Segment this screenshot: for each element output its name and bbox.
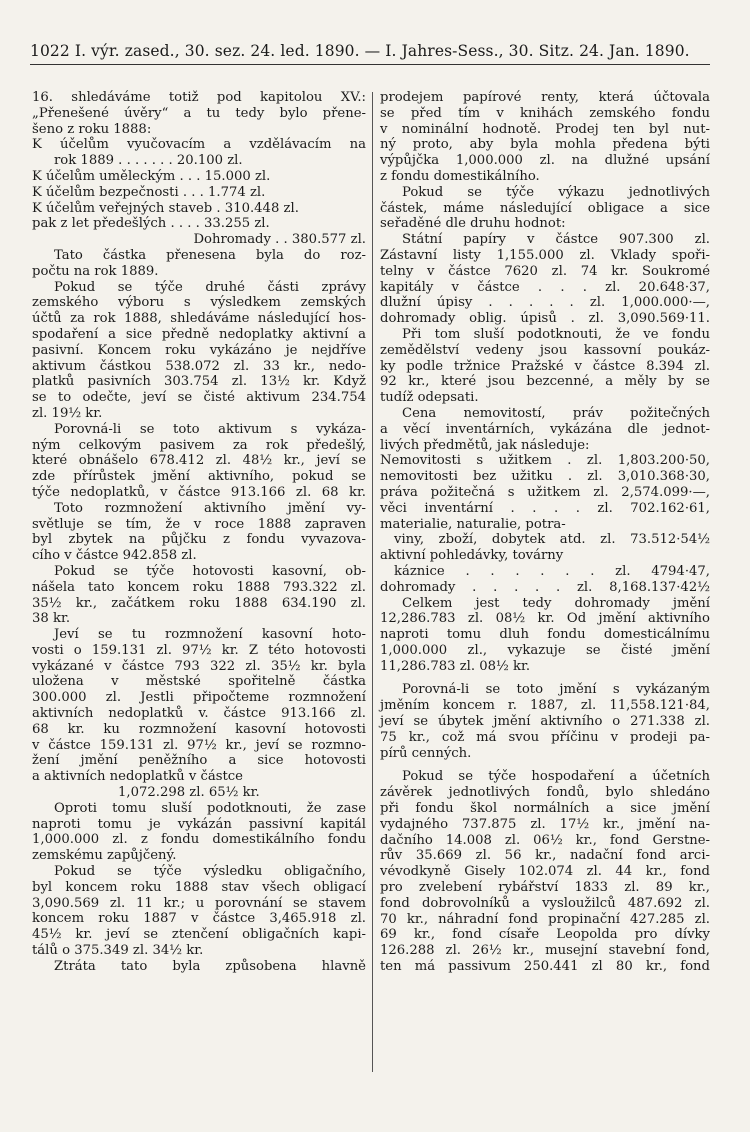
text-line: 12,286.783 zl. 08½ kr. Od jmění aktivního	[380, 611, 710, 627]
text-line: koncem roku 1887 v částce 3,465.918 zl.	[32, 911, 366, 927]
text-line: zemskému zapůjčený.	[32, 848, 177, 864]
text-line: 92 kr., které jsou bezcenné, a měly by se	[380, 374, 710, 390]
text-line: 3,090.569 zl. 11 kr.; u porovnání se stavem	[32, 895, 366, 911]
text-line: 300.000 zl. Jestli připočteme rozmnožení	[32, 690, 366, 706]
text-line: spodaření a sice předně nedoplatky aktivní a	[32, 326, 366, 342]
text-line: 1,000.000 zl., vykazuje se čisté jmění	[380, 642, 710, 658]
text-line: Porovná-li se toto jmění s vykázaným	[402, 682, 710, 698]
text-line: K účelům veřejných staveb . 310.448 zl.	[32, 200, 299, 216]
text-line: aktivum částkou 538.072 zl. 33 kr., nedo-	[32, 358, 366, 374]
text-line: se před tím v knihách zemského fondu	[380, 105, 710, 121]
text-line: naproti tomu dluh fondu domesticálnímu	[380, 627, 710, 643]
column-divider	[372, 92, 373, 1072]
right-column	[380, 90, 710, 975]
text-line: aktivních nedoplatků v. částce 913.166 zl.	[32, 706, 366, 722]
text-line: zemského výboru s výsledkem zemských	[32, 295, 366, 311]
text-line: a věcí inventárních, vykázána dle jednot-	[380, 421, 710, 437]
text-line: ným celkovým pasivem za rok předešlý,	[32, 437, 366, 453]
text-line: Oproti tomu sluší podotknouti, že zase	[54, 800, 366, 816]
text-line: zde přírůstek jmění aktivního, pokud se	[32, 469, 366, 485]
text-line: částek, máme následující obligace a sice	[380, 200, 710, 216]
text-line: nášela tato koncem roku 1888 793.322 zl.	[32, 579, 366, 595]
text-line: 68 kr. ku rozmnožení kasovní hotovosti	[32, 721, 366, 737]
text-line: Celkem jest tedy dohromady jmění	[402, 595, 710, 611]
text-line: které obnášelo 678.412 zl. 48½ kr., jeví se	[32, 453, 366, 469]
text-line	[380, 761, 710, 769]
text-line: Jeví se tu rozmnožení kasovní hoto-	[54, 627, 366, 643]
text-line: 16. shledáváme totiž pod kapitolou XV.:	[32, 90, 366, 105]
text-line: vykázané v částce 793 322 zl. 35½ kr. byla	[32, 658, 366, 674]
text-line: telny v částce 7620 zl. 74 kr. Soukromé	[380, 263, 710, 279]
running-head: 1022 I. výr. zased., 30. sez. 24. led. 1890. — I. Jahres-Sess., 30. Sitz. 24. Jan. 1890.	[30, 42, 690, 60]
text-line: zl. 19½ kr.	[32, 405, 103, 421]
text-line: káznice . . . . . . zl. 4794·47,	[394, 563, 710, 579]
text-line: rův 35.669 zl. 56 kr., nadační fond arci-	[380, 848, 710, 864]
text-line	[380, 674, 710, 682]
text-line: cího v částce 942.858 zl.	[32, 548, 197, 564]
text-line: 126.288 zl. 26½ kr., musejní stavební fond,	[380, 943, 710, 959]
text-line: Toto rozmnožení aktivního jmění vy-	[54, 500, 366, 516]
text-line: naproti tomu je vykázán passivní kapitál	[32, 816, 366, 832]
text-line: 1,000.000 zl. z fondu domestikálního fondu	[32, 832, 366, 848]
text-line: ky podle tržnice Pražské v částce 8.394 zl.	[380, 358, 710, 374]
text-line: věci inventární . . . . zl. 702.162·61,	[380, 500, 710, 516]
text-line: livých předmětů, jak následuje:	[380, 437, 590, 453]
text-line: platků pasivních 303.754 zl. 13½ kr. Když	[32, 374, 366, 390]
text-line: týče nedoplatků, v částce 913.166 zl. 68 kr.	[32, 484, 366, 500]
text-line: uložena v městské spořitelně částka	[32, 674, 366, 690]
text-line: 69 kr., fond císaře Leopolda pro dívky	[380, 927, 710, 943]
text-line: výpůjčka 1,000.000 zl. na dlužné upsání	[380, 153, 710, 169]
page-header	[30, 42, 710, 65]
text-line: jměním koncem r. 1887, zl. 11,558.121·84,	[380, 698, 710, 714]
text-line: tálů o 375.349 zl. 34½ kr.	[32, 943, 204, 959]
text-line: 1,072.298 zl. 65½ kr.	[118, 785, 260, 801]
text-line: Tato částka přenesena byla do roz-	[54, 247, 366, 263]
text-line: ný proto, aby byla mohla předena býti	[380, 137, 710, 153]
text-line: K účelům uměleckým . . . 15.000 zl.	[32, 168, 271, 184]
text-line: Při tom sluší podotknouti, že ve fondu	[402, 326, 710, 342]
text-line: seřaděné dle druhu hodnot:	[380, 216, 566, 232]
text-line: dohromady . . . . . zl. 8,168.137·42½	[380, 579, 710, 595]
text-line: „Přenešené úvěry“ a tu tedy bylo přene-	[32, 105, 366, 121]
text-line: vydajného 737.875 zl. 17½ kr., jmění na-	[380, 816, 710, 832]
text-line: 70 kr., náhradní fond propinační 427.285 zl.	[380, 911, 710, 927]
text-line: světluje se tím, že v roce 1888 zapraven	[32, 516, 366, 532]
text-line: pasivní. Koncem roku vykázáno je nejdříve	[32, 342, 366, 358]
text-line: závěrek jednotlivých fondů, bylo shledáno	[380, 785, 710, 801]
text-line: zemědělství vedeny jsou kassovní poukáz-	[380, 342, 710, 358]
text-line: a aktivních nedoplatků v částce	[32, 769, 243, 785]
text-line: 75 kr., což má svou příčinu v prodeji pa-	[380, 729, 710, 745]
text-line: materialie, naturalie, potra-	[380, 516, 566, 532]
text-line: pro zvelebení rybářství 1833 zl. 89 kr.,	[380, 880, 710, 896]
text-line: Ztráta tato byla způsobena hlavně	[54, 958, 366, 974]
text-line: Nemovitosti s užitkem . zl. 1,803.200·50,	[380, 453, 710, 469]
text-line: nemovitosti bez užitku . zl. 3,010.368·30,	[380, 469, 710, 485]
text-line: K účelům bezpečnosti . . . 1.774 zl.	[32, 184, 266, 200]
text-line: rok 1889 . . . . . . . 20.100 zl.	[54, 153, 243, 169]
text-line: aktivní pohledávky, továrny	[380, 548, 564, 564]
text-line: z fondu domestikálního.	[380, 168, 540, 184]
text-line: Pokud se týče výkazu jednotlivých	[402, 184, 710, 200]
text-line: viny, zboží, dobytek atd. zl. 73.512·54½	[394, 532, 710, 548]
left-column	[32, 90, 366, 975]
text-line: účtů za rok 1888, shledáváme následující hos-	[32, 311, 366, 327]
text-line: vévodkyně Gisely 102.074 zl. 44 kr., fond	[380, 864, 710, 880]
text-line: Cena nemovitostí, práv požitečných	[402, 405, 710, 421]
text-line: prodejem papírové renty, která účtovala	[380, 90, 710, 105]
text-line: Státní papíry v částce 907.300 zl.	[402, 232, 710, 248]
text-line: pírů cenných.	[380, 745, 472, 761]
text-line: v nominální hodnotě. Prodej ten byl nut-	[380, 121, 710, 137]
text-line: tudíž odepsati.	[380, 390, 479, 406]
text-line: K účelům vyučovacím a vzdělávacím na	[32, 137, 366, 153]
text-line: 45½ kr. jeví se ztenčení obligačních kapi-	[32, 927, 366, 943]
text-line: Zástavní listy 1,155.000 zl. Vklady spoři-	[380, 247, 710, 263]
text-line: počtu na rok 1889.	[32, 263, 159, 279]
text-line: vosti o 159.131 zl. 97½ kr. Z této hotovosti	[32, 642, 366, 658]
text-line: šeno z roku 1888:	[32, 121, 152, 137]
text-line: Pokud se týče hospodaření a účetních	[402, 769, 710, 785]
text-line: v částce 159.131 zl. 97½ kr., jeví se rozmno-	[32, 737, 366, 753]
text-line: při fondu škol normálních a sice jmění	[380, 801, 710, 817]
text-line: Pokud se týče výsledku obligačního,	[54, 864, 366, 880]
text-line: jeví se úbytek jmění aktivního o 271.338 zl.	[380, 714, 710, 730]
text-line: Dohromady . . 380.577 zl.	[193, 232, 366, 248]
text-line: 11,286.783 zl. 08½ kr.	[380, 658, 531, 674]
text-line: dlužní úpisy . . . . . zl. 1,000.000·—,	[380, 295, 710, 311]
text-line: ten má passivum 250.441 zl 80 kr., fond	[380, 959, 710, 975]
text-line: dohromady oblig. úpisů . zl. 3,090.569·11.	[380, 311, 710, 327]
text-line: fond dobrovolníků a vysloužilců 487.692 zl.	[380, 895, 710, 911]
text-line: se to odečte, jeví se čisté aktivum 234.754	[32, 390, 366, 406]
text-line: byl zbytek na půjčku z fondu vyvazova-	[32, 532, 366, 548]
text-line: pak z let předešlých . . . . 33.255 zl.	[32, 216, 270, 232]
text-line: byl koncem roku 1888 stav všech obligací	[32, 879, 366, 895]
text-line: Pokud se týče hotovosti kasovní, ob-	[54, 563, 366, 579]
text-line: práva požitečná s užitkem zl. 2,574.099·—,	[380, 484, 710, 500]
text-line: dačního 14.008 zl. 06½ kr., fond Gerstne-	[380, 832, 710, 848]
text-line: 38 kr.	[32, 611, 71, 627]
text-line: žení jmění peněžního a sice hotovosti	[32, 753, 366, 769]
text-line: Porovná-li se toto aktivum s vykáza-	[54, 421, 366, 437]
text-line: kapitály v částce . . . zl. 20.648·37,	[380, 279, 710, 295]
text-line: Pokud se týče druhé části zprávy	[54, 279, 366, 295]
text-line: 35½ kr., začátkem roku 1888 634.190 zl.	[32, 595, 366, 611]
